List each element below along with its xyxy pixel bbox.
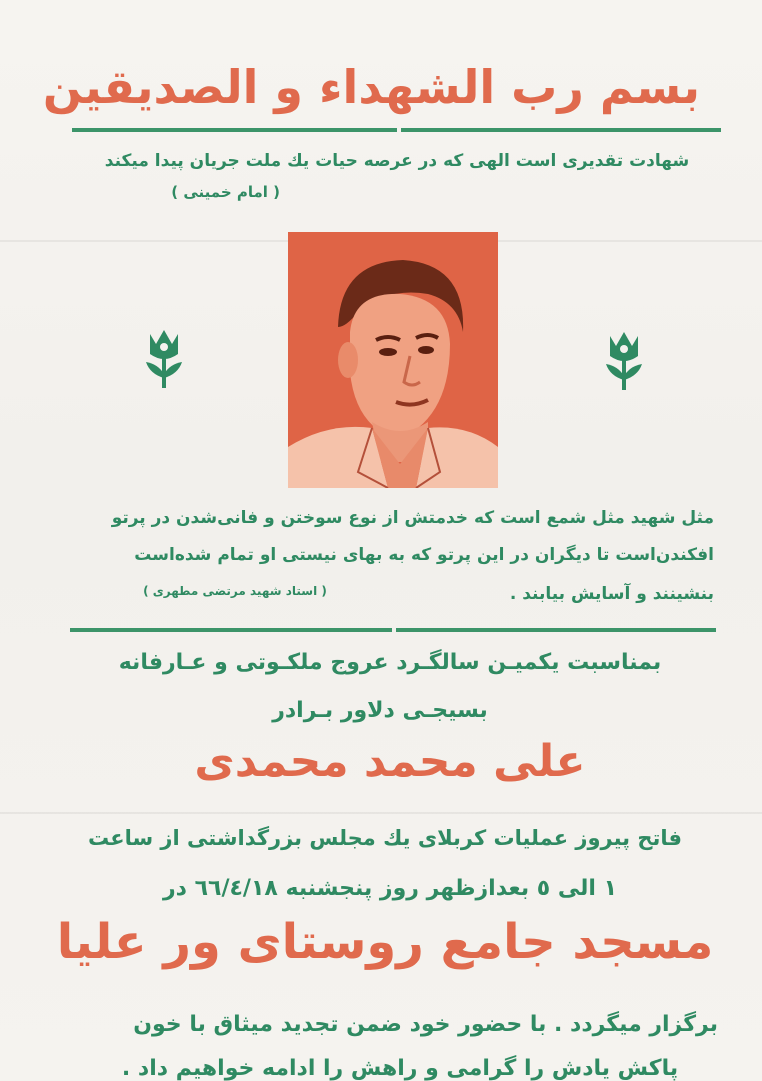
quote-motahari-line2: افكندن‌است تا ديگران در اين پرتو كه به بهاى نيستى او تمام شده‌است (134, 545, 714, 565)
quote-khomeini-author: ( امام خمينى ) (171, 183, 280, 201)
paper-fold (0, 812, 762, 814)
announcement-line3: فاتح پيروز عمليات كربلاى يك مجلس بزرگداشتى از ساعت (88, 826, 682, 850)
quote-motahari-line3: بنشينند و آسايش بيابند . (509, 584, 714, 604)
tulip-icon (144, 328, 184, 390)
divider-mid-right (396, 628, 716, 632)
announcement-line4: ١ الى ٥ بعدازظهر روز پنجشنبه ٦٦/٤/١٨ در (162, 876, 618, 901)
announcement-line1: بمناسبت يكميـن سالگـرد عروج ملكـوتى و عـارفانه (118, 650, 662, 675)
venue-name: مسجد جامع روستاى ور عليا (56, 914, 714, 970)
portrait-photo (288, 232, 498, 488)
martyr-name: على محمد محمدى (194, 736, 586, 787)
quote-motahari-author: ( استاد شهيد مرتضى مطهرى ) (143, 584, 327, 598)
divider-mid-left (70, 628, 392, 632)
announcement-line2: بسيجـى دلاور بـرادر (272, 698, 488, 723)
quote-khomeini: شهادت تقديرى است الهى كه در عرصه حيات يك ملت جريان پيدا ميكند (104, 151, 690, 171)
announcement-line5: برگزار ميگردد . با حضور خود ضمن تجديد ميثاق با خون (133, 1012, 718, 1037)
header-title: بسم رب الشهداء و الصديقين (42, 60, 700, 114)
quote-motahari-line1: مثل شهيد مثل شمع است كه خدمتش از نوع سوختن و فانى‌شدن در پرتو (111, 508, 714, 528)
divider-top-left (72, 128, 397, 132)
divider-top-right (401, 128, 721, 132)
tulip-icon (604, 330, 644, 392)
announcement-line6: پاكش يادش را گرامى و راهش را ادامه خواهيم داد . (121, 1056, 679, 1081)
